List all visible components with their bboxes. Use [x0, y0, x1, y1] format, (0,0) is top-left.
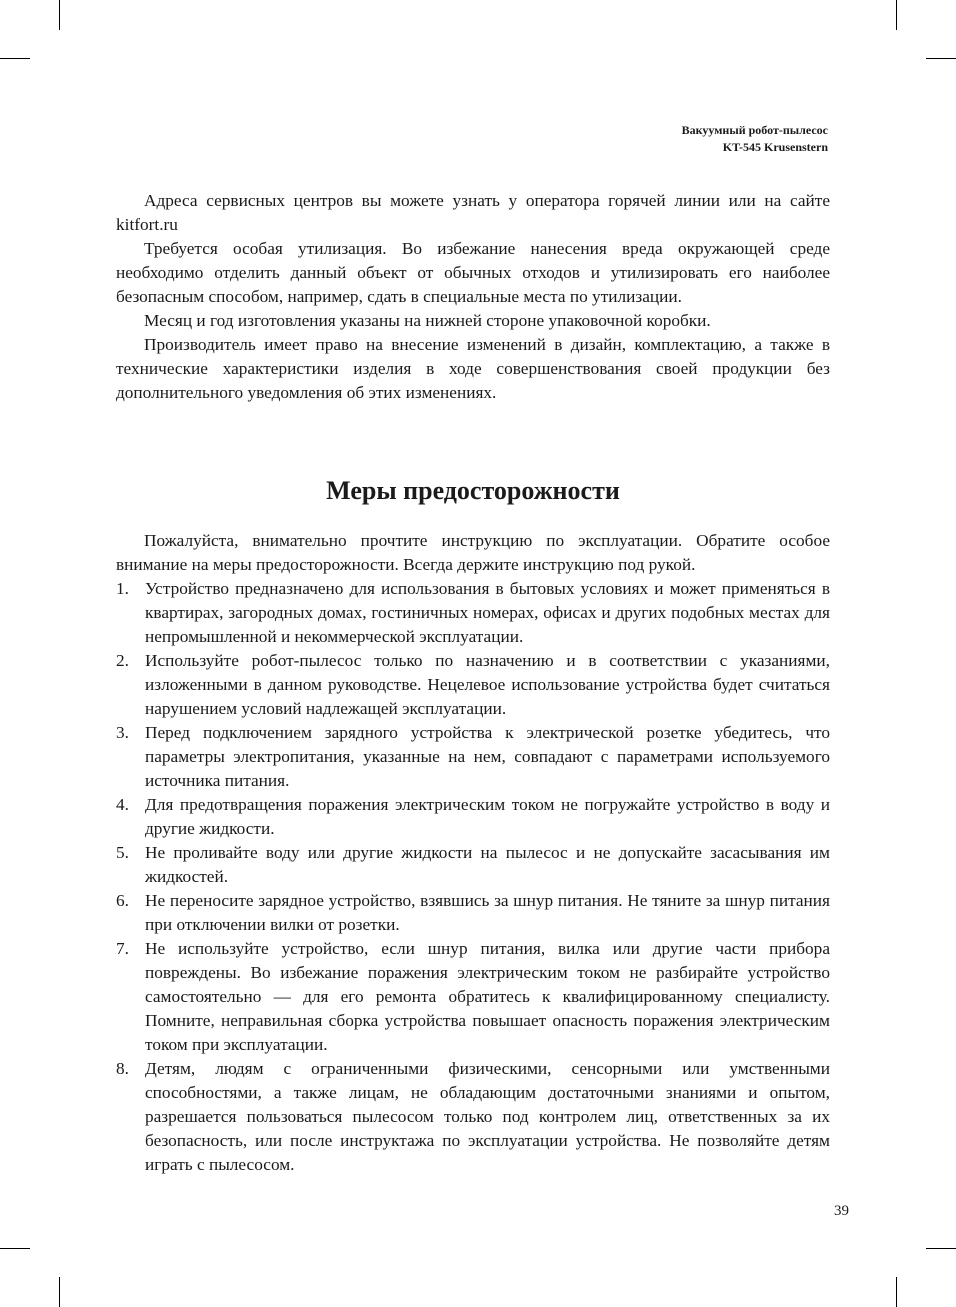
- list-item: [116, 721, 830, 793]
- intro-paragraph: Адреса сервисных центров вы можете узнать у оператора горячей линии или на сайте kitfort.ru: [116, 191, 830, 234]
- list-item: [116, 577, 830, 649]
- list-item-number: 7.: [116, 939, 129, 958]
- list-item-number: 2.: [116, 651, 129, 670]
- list-item-text: Детям, людям с ограниченными физическими, сенсорными или умственными способностями, а также лицам, не обладающим достаточными знаниями и опытом, разрешается пользоваться пылесосом только под контролем лиц, ответственных за их безопасность, или после инструктажа по эксплуатации устройства. Не позволяйте детям играть с пылесосом.: [145, 1059, 830, 1174]
- crop-mark-bottom-right-h: [926, 1248, 956, 1249]
- crop-mark-top-left-h: [0, 58, 30, 59]
- precautions-list: [116, 577, 830, 1177]
- list-item: [116, 841, 830, 889]
- page-content: [116, 189, 830, 1177]
- crop-mark-bottom-right: [896, 1277, 897, 1307]
- intro-paragraph: Производитель имеет право на внесение изменений в дизайн, комплектацию, а также в технические характеристики изделия в ходе совершенствования своей продукции без дополнительного уведомления об этих изменениях.: [116, 335, 830, 402]
- list-item-text: Устройство предназначено для использования в бытовых условиях и может применяться в квартирах, загородных домах, гостиничных номерах, офисах и других подобных местах для непромышленной и некоммерческой эксплуатации.: [145, 579, 830, 646]
- crop-mark-top-right: [896, 0, 897, 30]
- list-item-number: 8.: [116, 1059, 129, 1078]
- running-header-product: Вакуумный робот-пылесос: [681, 123, 828, 137]
- list-item-number: 6.: [116, 891, 129, 910]
- list-item-text: Не переносите зарядное устройство, взявшись за шнур питания. Не тяните за шнур питания при отключении вилки от розетки.: [145, 891, 830, 934]
- list-item-text: Перед подключением зарядного устройства к электрической розетке убедитесь, что параметры электропитания, указанные на нем, совпадают с параметрами используемого источника питания.: [145, 723, 830, 790]
- list-item-text: Используйте робот-пылесос только по назначению и в соответствии с указаниями, изложенными в данном руководстве. Нецелевое использование устройства будет считаться нарушением условий надлежащей эксплуатации.: [145, 651, 830, 718]
- list-item-text: Не проливайте воду или другие жидкости на пылесос и не допускайте засасывания им жидкостей.: [145, 843, 830, 886]
- crop-mark-top-left: [59, 0, 60, 30]
- section-lead: Пожалуйста, внимательно прочтите инструкцию по эксплуатации. Обратите особое внимание на меры предосторожности. Всегда держите инструкцию под рукой.: [116, 531, 830, 574]
- running-header-model: KT-545 Krusenstern: [722, 140, 828, 154]
- list-item-text: Для предотвращения поражения электрическим током не погружайте устройство в воду и другие жидкости.: [145, 795, 830, 838]
- list-item: [116, 889, 830, 937]
- running-header: [682, 122, 828, 156]
- list-item: [116, 937, 830, 1057]
- intro-paragraph: Требуется особая утилизация. Во избежание нанесения вреда окружающей среде необходимо отделить данный объект от обычных отходов и утилизировать его наиболее безопасным способом, например, сдать в специальные места по утилизации.: [116, 239, 830, 306]
- section-title: Меры предосторожности: [326, 476, 620, 505]
- crop-mark-bottom-left: [59, 1277, 60, 1307]
- intro-paragraph: Месяц и год изготовления указаны на нижней стороне упаковочной коробки.: [144, 311, 711, 330]
- list-item: [116, 793, 830, 841]
- page-number: 39: [834, 1203, 849, 1219]
- crop-mark-bottom-left-h: [0, 1248, 30, 1249]
- list-item-number: 5.: [116, 843, 129, 862]
- list-item-number: 4.: [116, 795, 129, 814]
- list-item-text: Не используйте устройство, если шнур питания, вилка или другие части прибора повреждены. Во избежание поражения электрическим током не разбирайте устройство самостоятельно — для его ремонта обратитесь к квалифицированному специалисту. Помните, неправильная сборка устройства повышает опасность поражения электрическим током при эксплуатации.: [145, 939, 830, 1054]
- list-item: [116, 649, 830, 721]
- list-item: [116, 1057, 830, 1177]
- crop-mark-top-right-h: [926, 58, 956, 59]
- list-item-number: 3.: [116, 723, 129, 742]
- list-item-number: 1.: [116, 579, 129, 598]
